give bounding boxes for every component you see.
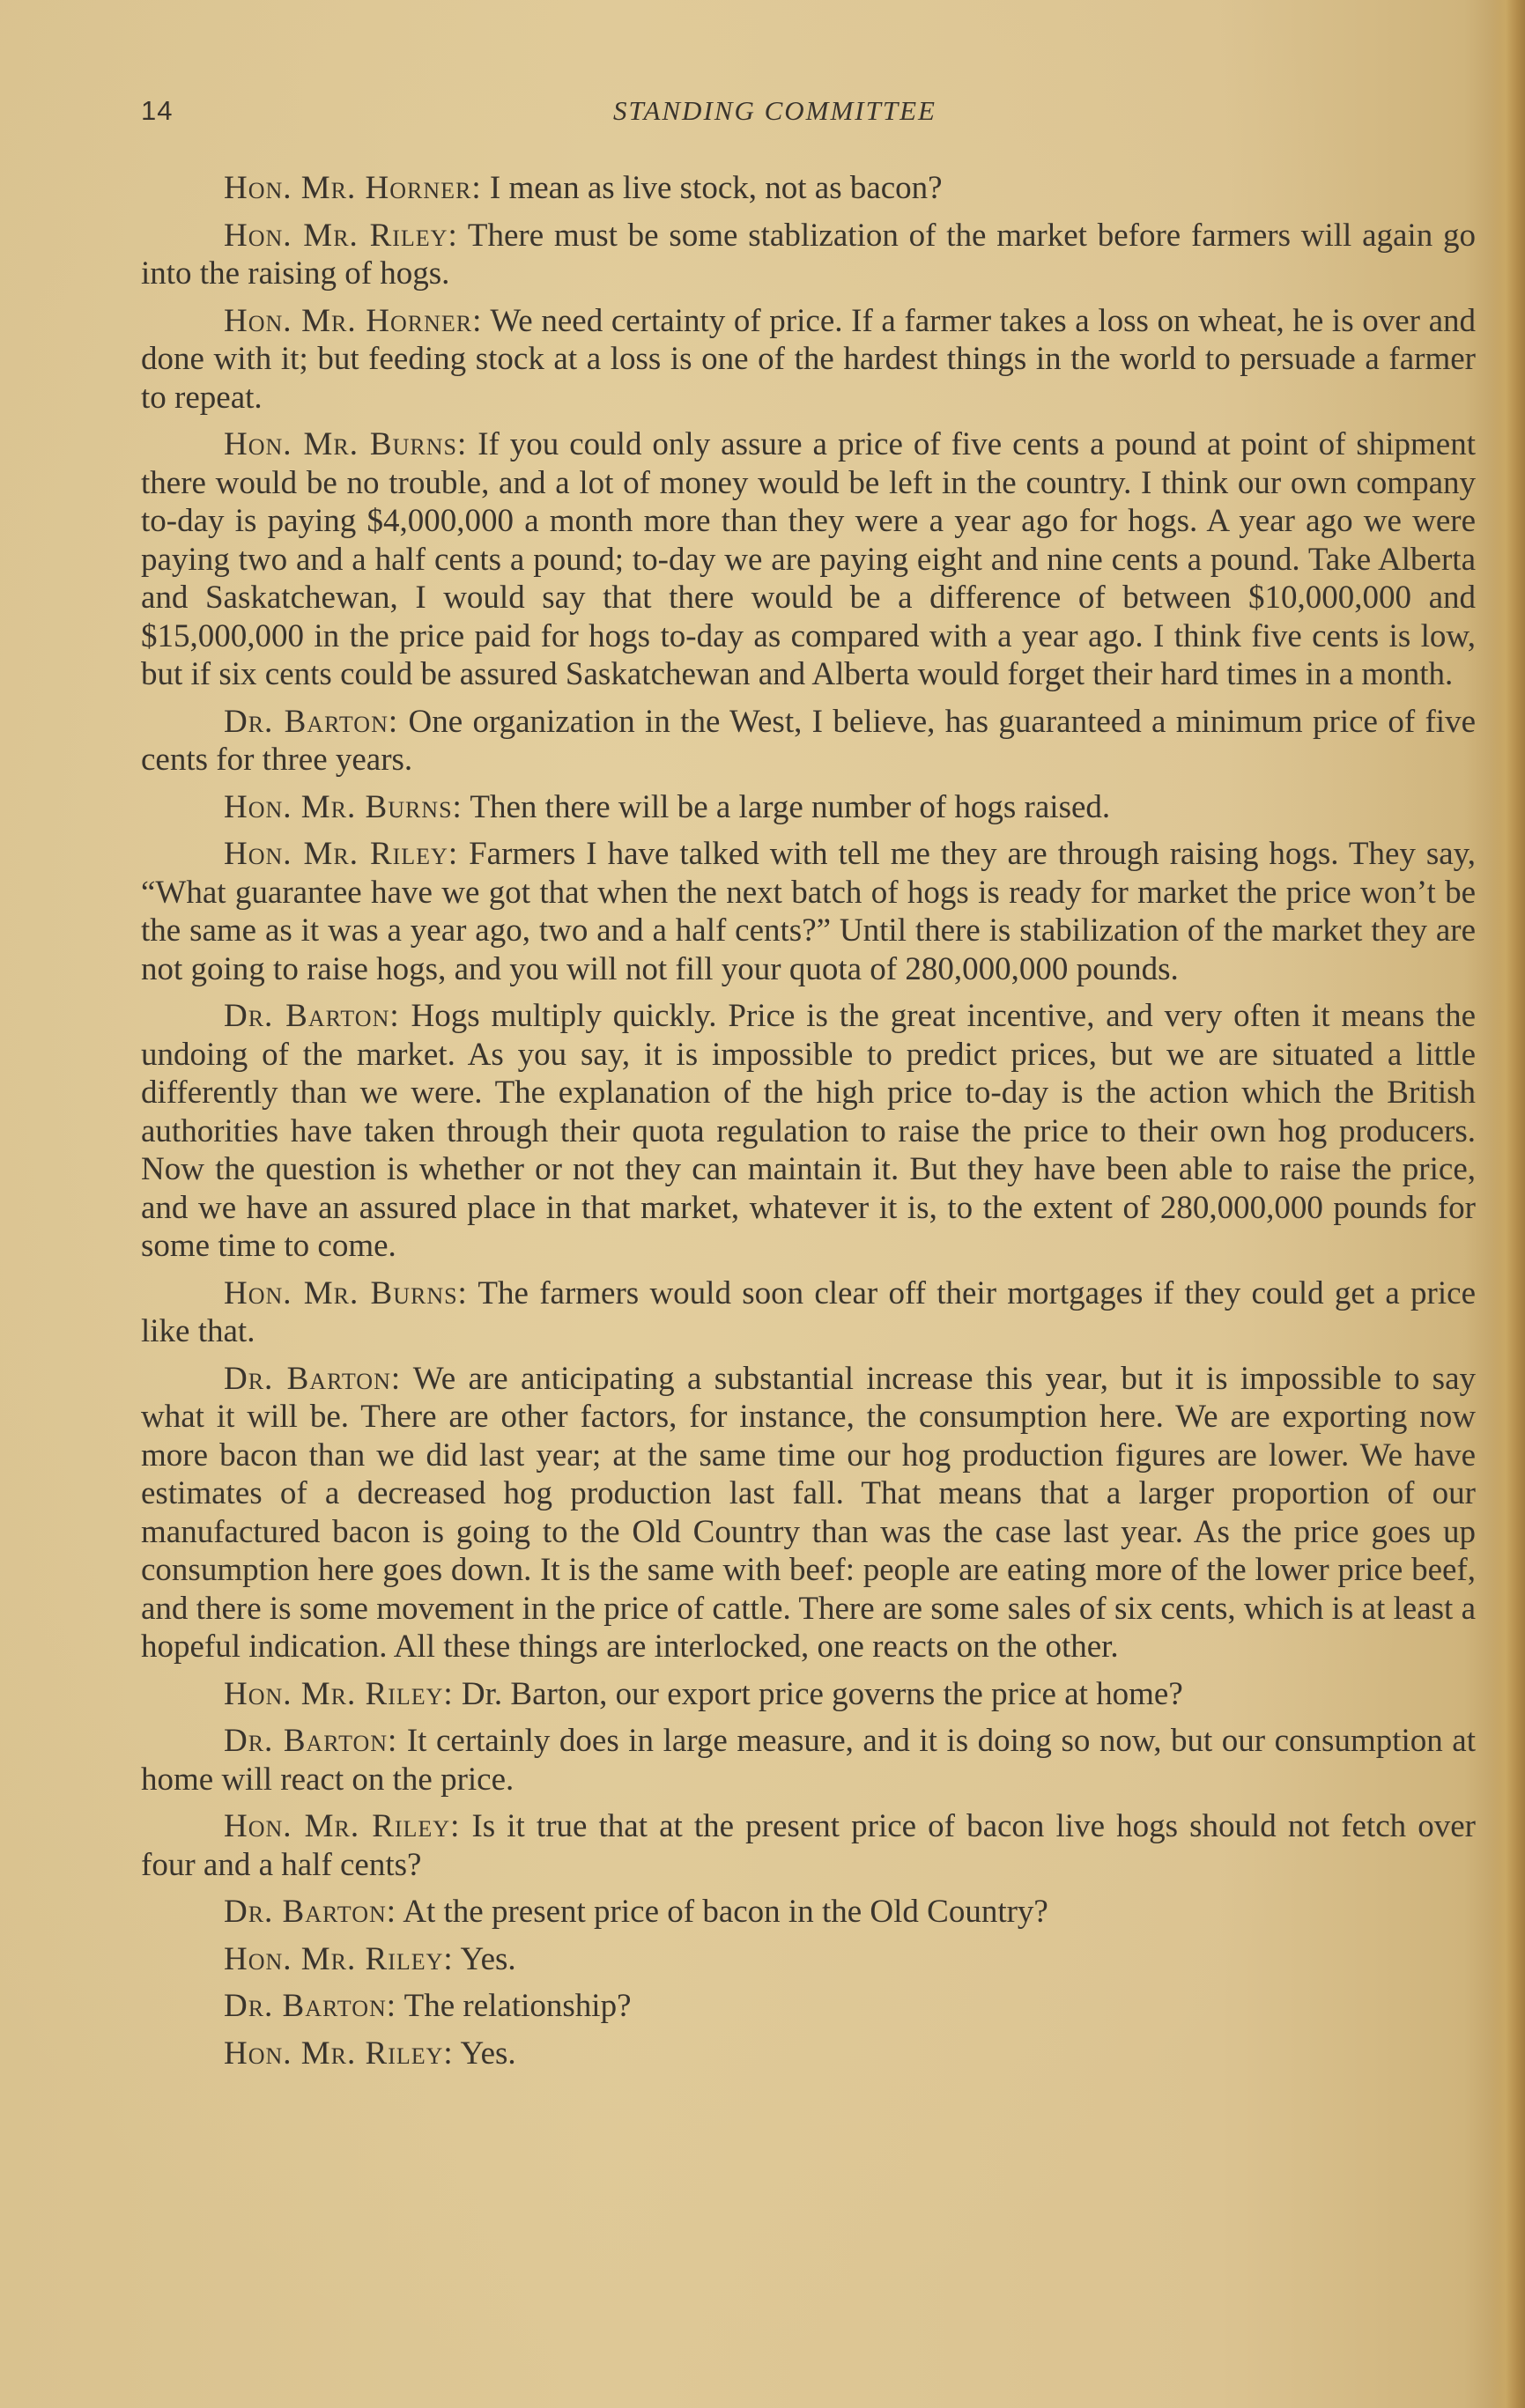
- transcript-paragraph: [141, 302, 1476, 417]
- transcript-paragraph: [141, 1274, 1476, 1351]
- speech-text: The relationship?: [396, 1988, 632, 2024]
- speech-text: If you could only assure a price of five cents a pound at point of shipment there would be no trouble, and a lot of money would be left in the country. I think our own company to-day is paying $4,000,000 a month more than they were a year ago for hogs. A year ago we were paying two and a half cents a pound; to-day we are paying eight and nine cents a pound. Take Alberta and Saskatchewan, I would say that there would be a difference of between $10,000,000 and $15,000,000 in the price paid for hogs to-day as compared with a year ago. I think five cents is low, but if six cents could be assured Saskatchewan and Alberta would forget their hard times in a month.: [141, 426, 1477, 692]
- speech-text: Yes.: [453, 1940, 516, 1977]
- running-title: STANDING COMMITTEE: [613, 95, 936, 126]
- speech-text: We need certainty of price. If a farmer takes a loss on wheat, he is over and done with it; but feeding stock at a loss is one of the hardest things in the world to persuade a farmer to repeat.: [141, 302, 1477, 416]
- transcript-body: [141, 169, 1476, 2081]
- speaker-name: Dr. Barton:: [224, 1988, 397, 2024]
- speech-text: I mean as live stock, not as bacon?: [481, 170, 943, 206]
- speech-text: Then there will be a large number of hogs raised.: [462, 788, 1111, 825]
- speaker-name: Dr. Barton:: [224, 998, 400, 1034]
- transcript-paragraph: [141, 2035, 1476, 2073]
- page-header: [141, 95, 1480, 139]
- speaker-name: Dr. Barton:: [224, 703, 399, 740]
- transcript-paragraph: [141, 1807, 1476, 1884]
- speech-text: One organization in the West, I believe, has guaranteed a minimum price of five cents for three years.: [141, 703, 1476, 778]
- speaker-name: Hon. Mr. Riley:: [224, 1808, 461, 1844]
- transcript-paragraph: [141, 835, 1476, 988]
- speech-text: We are anticipating a substantial increase this year, but it is impossible to say what it will be. There are other factors, for instance, the consumption here. We are exporting now more bacon than we did last year; at the same time our hog production figures are lower. We have estimates of a decreased hog production last fall. That means that a larger proportion of our manufactured bacon is going to the Old Country than was the case last year. As the price goes up consumption here goes down. It is the same with beef: people are eating more of the lower price beef, and there is some movement in the price of cattle. There are some sales of six cents, which is at least a hopeful indication. All these things are interlocked, one reacts on the other.: [141, 1360, 1476, 1665]
- speech-text: It certainly does in large measure, and it is doing so now, but our consumption at home will react on the price.: [141, 1723, 1477, 1798]
- transcript-paragraph: [141, 217, 1476, 293]
- speaker-name: Dr. Barton:: [224, 1894, 397, 1930]
- speaker-name: Hon. Mr. Riley:: [224, 1675, 454, 1712]
- speaker-name: Hon. Mr. Burns:: [224, 426, 468, 462]
- transcript-paragraph: [141, 1893, 1476, 1932]
- transcript-paragraph: [141, 997, 1476, 1266]
- speaker-name: Hon. Mr. Horner:: [224, 170, 482, 206]
- transcript-paragraph: [141, 1360, 1476, 1666]
- transcript-paragraph: [141, 1987, 1476, 2026]
- speech-text: Hogs multiply quickly. Price is the great incentive, and very often it means the undoing of the market. As you say, it is impossible to predict prices, but we are situated a little differently than we were. The explanation of the high price to-day is the action which the British authorities have taken through their quota regulation to raise the price to their own hog producers. Now the question is whether or not they can maintain it. But they have been able to raise the price, and we have an assured place in that market, whatever it is, to the extent of 280,000,000 pounds for some time to come.: [141, 998, 1476, 1264]
- speaker-name: Hon. Mr. Burns:: [224, 1274, 468, 1311]
- speaker-name: Dr. Barton:: [224, 1360, 402, 1397]
- speaker-name: Dr. Barton:: [224, 1723, 398, 1759]
- speech-text: At the present price of bacon in the Old Country?: [396, 1894, 1048, 1930]
- page-edge-shadow: [1490, 0, 1525, 2408]
- speaker-name: Hon. Mr. Burns:: [224, 788, 463, 825]
- transcript-paragraph: [141, 788, 1476, 827]
- speaker-name: Hon. Mr. Riley:: [224, 217, 458, 254]
- speaker-name: Hon. Mr. Riley:: [224, 2035, 454, 2072]
- speech-text: Yes.: [453, 2035, 516, 2072]
- speech-text: Farmers I have talked with tell me they are through raising hogs. They say, “What guarantee have we got that when the next batch of hogs is ready for market the price won’t be the same as it was a year ago, two and a half cents?” Until there is stabilization of the market they are not going to raise hogs, and you will not fill your quota of 280,000,000 pounds.: [141, 836, 1477, 987]
- transcript-paragraph: [141, 1675, 1476, 1714]
- speech-text: Is it true that at the present price of bacon live hogs should not fetch over four and a half cents?: [141, 1808, 1476, 1883]
- speech-text: There must be some stablization of the market before farmers will again go into the raising of hogs.: [141, 217, 1477, 292]
- speech-text: Dr. Barton, our export price governs the price at home?: [453, 1675, 1183, 1712]
- speaker-name: Hon. Mr. Riley:: [224, 836, 459, 872]
- page-number: 14: [141, 95, 174, 126]
- speech-text: The farmers would soon clear off their mortgages if they could get a price like that.: [141, 1274, 1476, 1349]
- transcript-paragraph: [141, 425, 1476, 694]
- transcript-paragraph: [141, 703, 1476, 779]
- transcript-paragraph: [141, 1722, 1476, 1799]
- speaker-name: Hon. Mr. Riley:: [224, 1940, 454, 1977]
- transcript-paragraph: [141, 169, 1476, 208]
- transcript-paragraph: [141, 1940, 1476, 1979]
- speaker-name: Hon. Mr. Horner:: [224, 302, 483, 339]
